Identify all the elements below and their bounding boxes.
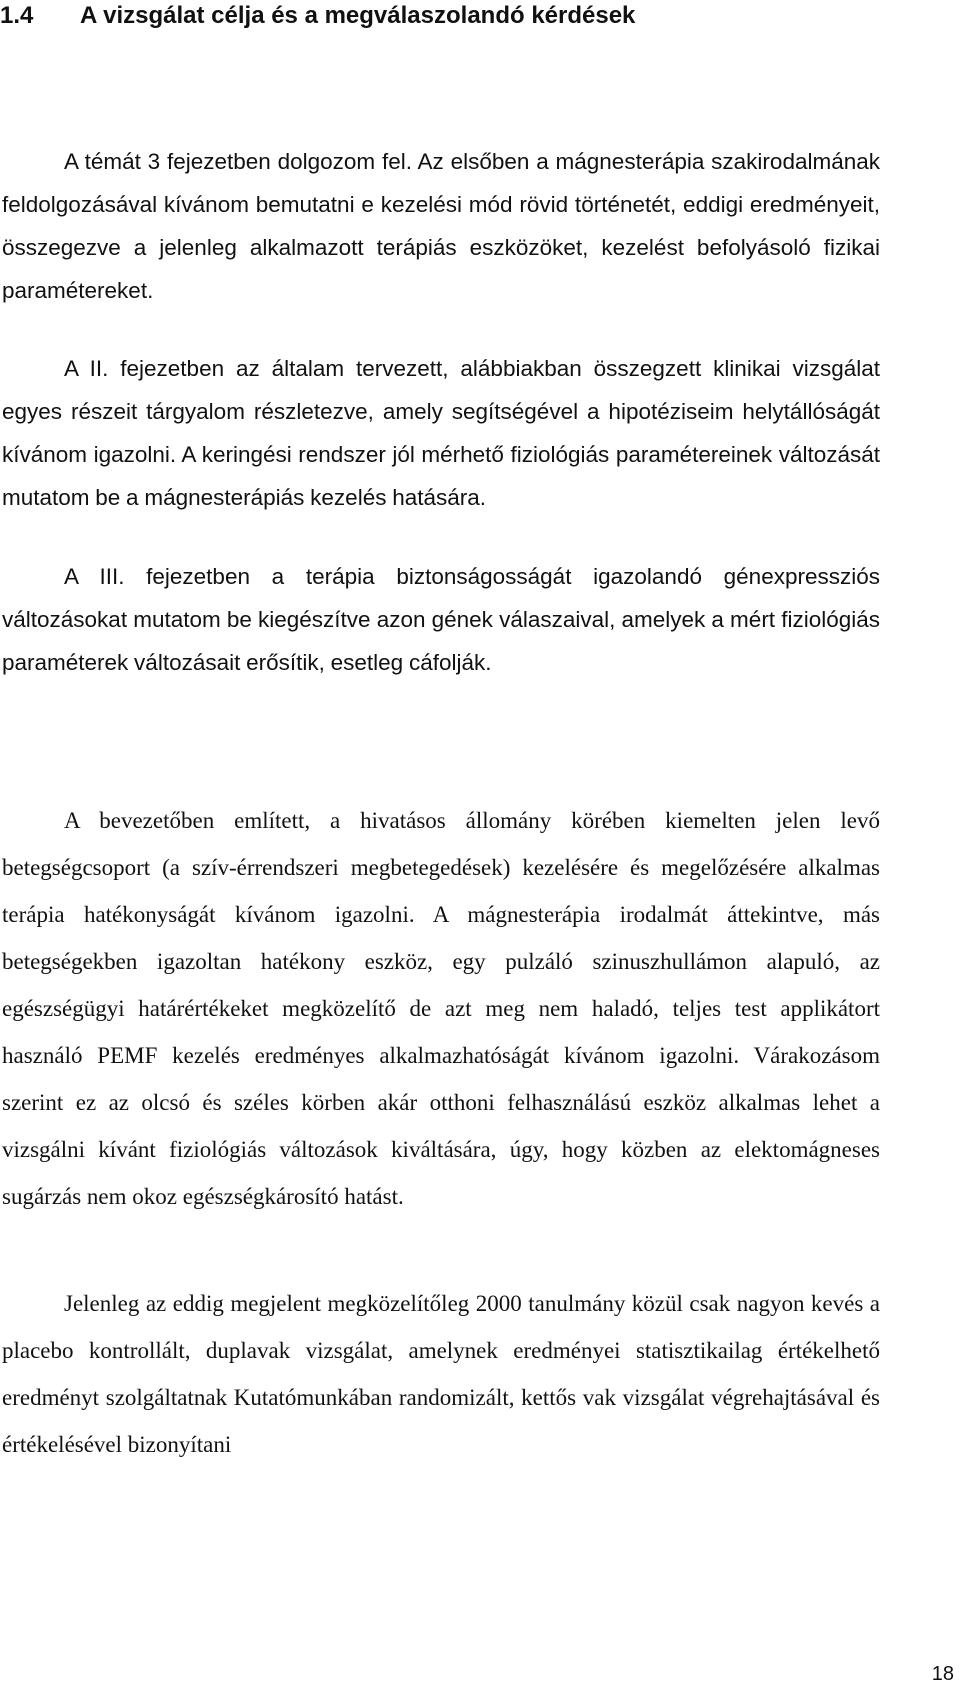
paragraph-2: A II. fejezetben az általam tervezett, alábbiakban összegzett klinikai vizsgálat egyes részeit tárgyalom részletezve, amely segítségével a hipotéziseim helytállóságát kívánom igazolni. A keringési rendszer jól mérhető fiziológiás paramétereinek változását mutatom be a mágnesterápiás kezelés hatására. <box>2 356 880 510</box>
paragraph-5: Jelenleg az eddig megjelent megközelítőleg 2000 tanulmány közül csak nagyon kevés a placebo kontrollált, duplavak vizsgálat, amelynek eredményei statisztikailag értékelhető eredményt szolgáltatnak Kutatómunkában randomizált, kettős vak vizsgálat végrehajtásával és értékelésével bizonyítani <box>2 1291 880 1457</box>
paragraph-3: A III. fejezetben a terápia biztonságosságát igazolandó génexpressziós változásokat mutatom be kiegészítve azon gének válaszaival, amelyek a mért fiziológiás paraméterek változásait erősítik, esetleg cáfolják. <box>2 564 880 675</box>
paragraph-1: A témát 3 fejezetben dolgozom fel. Az elsőben a mágnesterápia szakirodalmának feldolgozásával kívánom bemutatni e kezelési mód rövid történetét, eddigi eredményeit, összegezve a jelenleg alkalmazott terápiás eszközöket, kezelést befolyásoló fizikai paramétereket. <box>2 149 880 303</box>
paragraph-4: A bevezetőben említett, a hivatásos állomány körében kiemelten jelen levő betegségcsoport (a szív-érrendszeri megbetegedések) kezelésére és megelőzésére alkalmas terápia hatékonyságát kívánom igazolni. A mágnesterápia irodalmát áttekintve, más betegségekben igazoltan hatékony eszköz, egy pulzáló szinuszhullámon alapuló, az egészségügyi határértékeket megközelítő de azt meg nem haladó, teljes test applikátort használó PEMF kezelés eredményes alkalmazhatóságát kívánom igazolni. Várakozásom szerint ez az olcsó és széles körben akár otthoni felhasználású eszköz alkalmas lehet a vizsgálni kívánt fiziológiás változások kiváltására, úgy, hogy közben az elektomágneses sugárzás nem okoz egészségkárosító hatást. <box>2 808 880 1209</box>
section-number: 1.4 <box>0 2 34 29</box>
section-heading <box>0 0 940 32</box>
page-number: 18 <box>931 1663 954 1685</box>
section-title: A vizsgálat célja és a megválaszolandó kérdések <box>80 2 636 29</box>
